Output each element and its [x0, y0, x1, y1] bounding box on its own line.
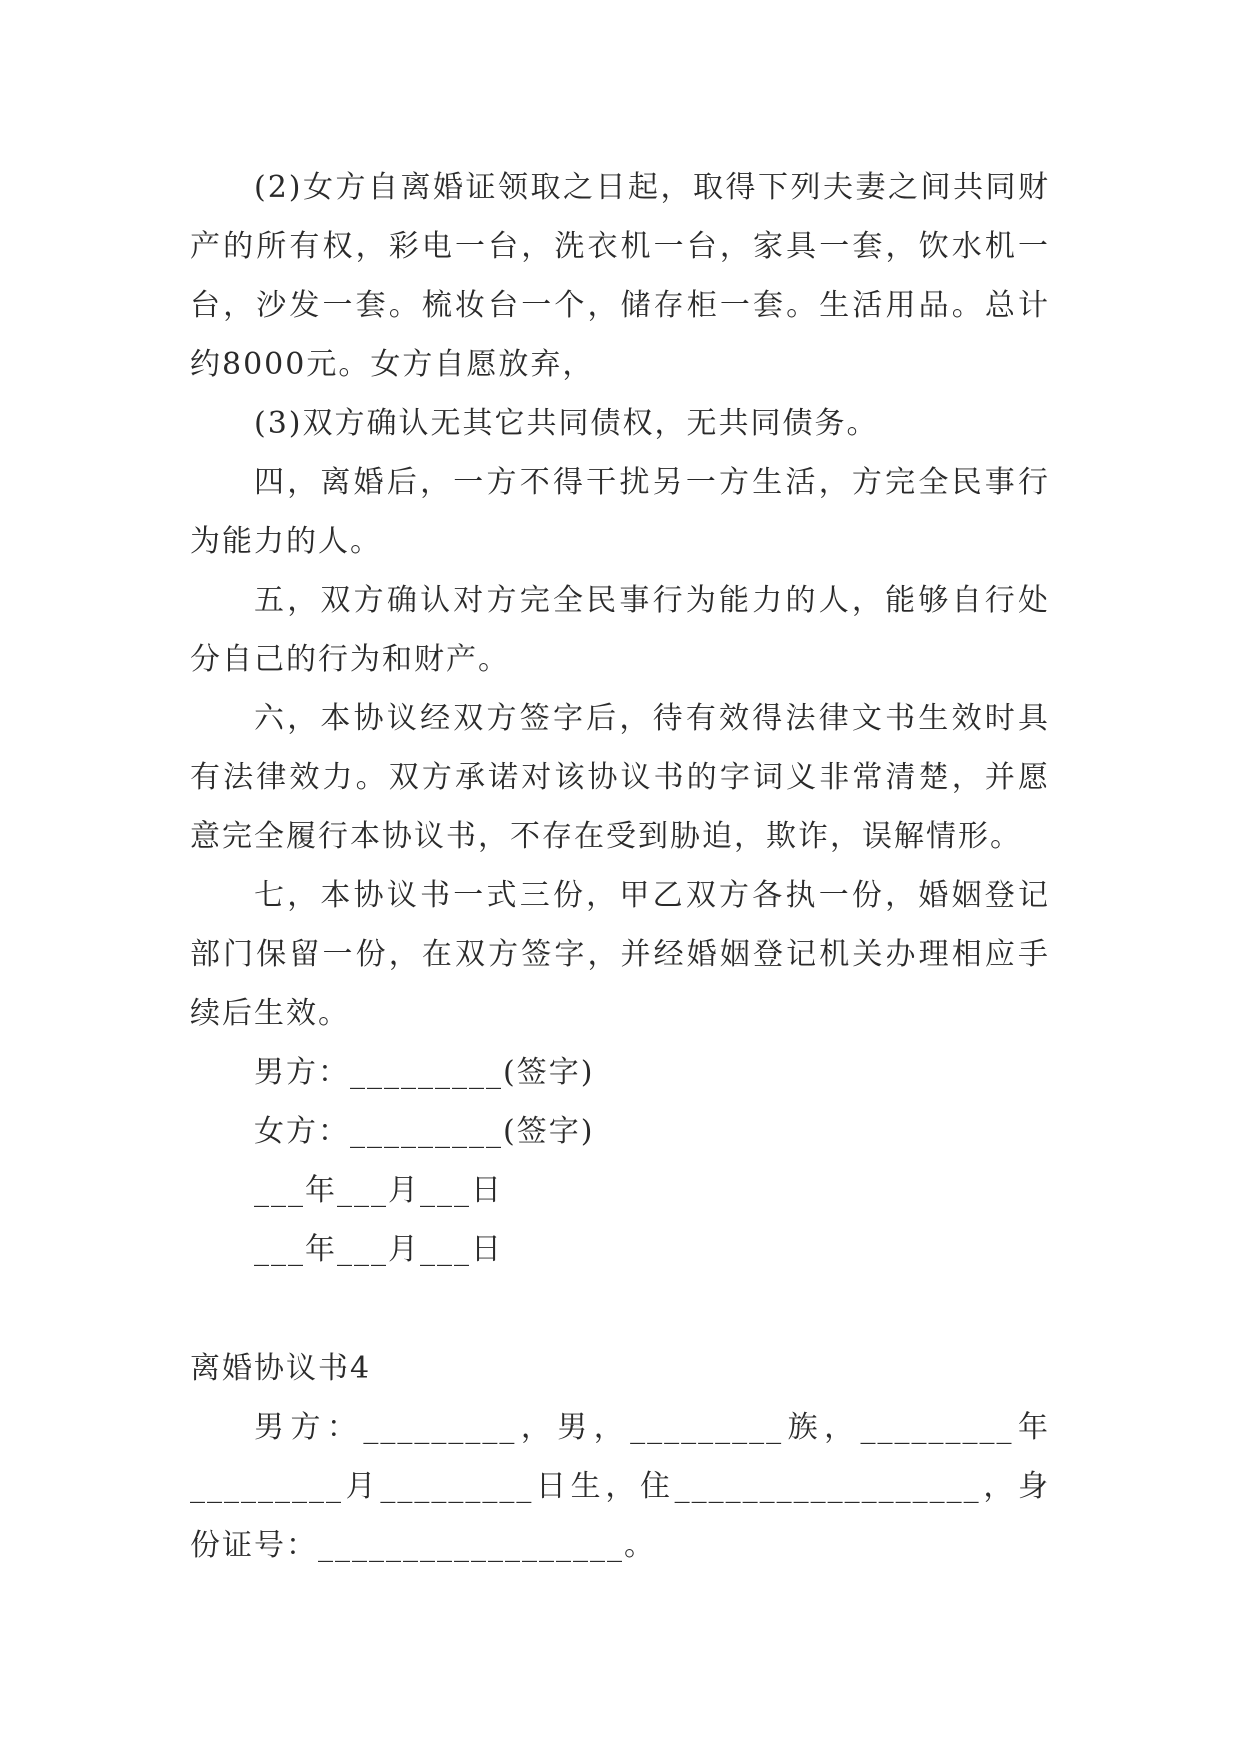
paragraph-clause-seven: 七，本协议书一式三份，甲乙双方各执一份，婚姻登记部门保留一份，在双方签字，并经婚姻登记机关办理相应手续后生效。 — [190, 878, 1050, 1031]
signature-male-line: 男方：_________(签字) — [254, 1055, 595, 1090]
section-title: 离婚协议书4 — [190, 1351, 372, 1386]
paragraph-clause-five: 五，双方确认对方完全民事行为能力的人，能够自行处分自己的行为和财产。 — [190, 583, 1050, 677]
paragraph-clause-four: 四，离婚后，一方不得干扰另一方生活，方完全民事行为能力的人。 — [190, 465, 1050, 559]
document-body — [190, 158, 1050, 1575]
signature-female-line: 女方：_________(签字) — [254, 1114, 595, 1149]
date-line: ___年___月___日 — [254, 1173, 503, 1208]
section-spacer — [190, 1279, 1050, 1339]
paragraph-male-info: 男方：_________，男，_________族，_________年_________月_________日生，住__________________，身份证号：__________________。 — [190, 1410, 1050, 1563]
date-line: ___年___月___日 — [254, 1232, 503, 1267]
paragraph-property-female: (2)女方自离婚证领取之日起，取得下列夫妻之间共同财产的所有权，彩电一台，洗衣机一台，家具一套，饮水机一台，沙发一套。梳妆台一个，储存柜一套。生活用品。总计约8000元。女方自愿放弃， — [190, 170, 1050, 382]
paragraph-debts: (3)双方确认无其它共同债权，无共同债务。 — [254, 406, 879, 441]
paragraph-clause-six: 六，本协议经双方签字后，待有效得法律文书生效时具有法律效力。双方承诺对该协议书的字词义非常清楚，并愿意完全履行本协议书，不存在受到胁迫，欺诈，误解情形。 — [190, 701, 1050, 854]
